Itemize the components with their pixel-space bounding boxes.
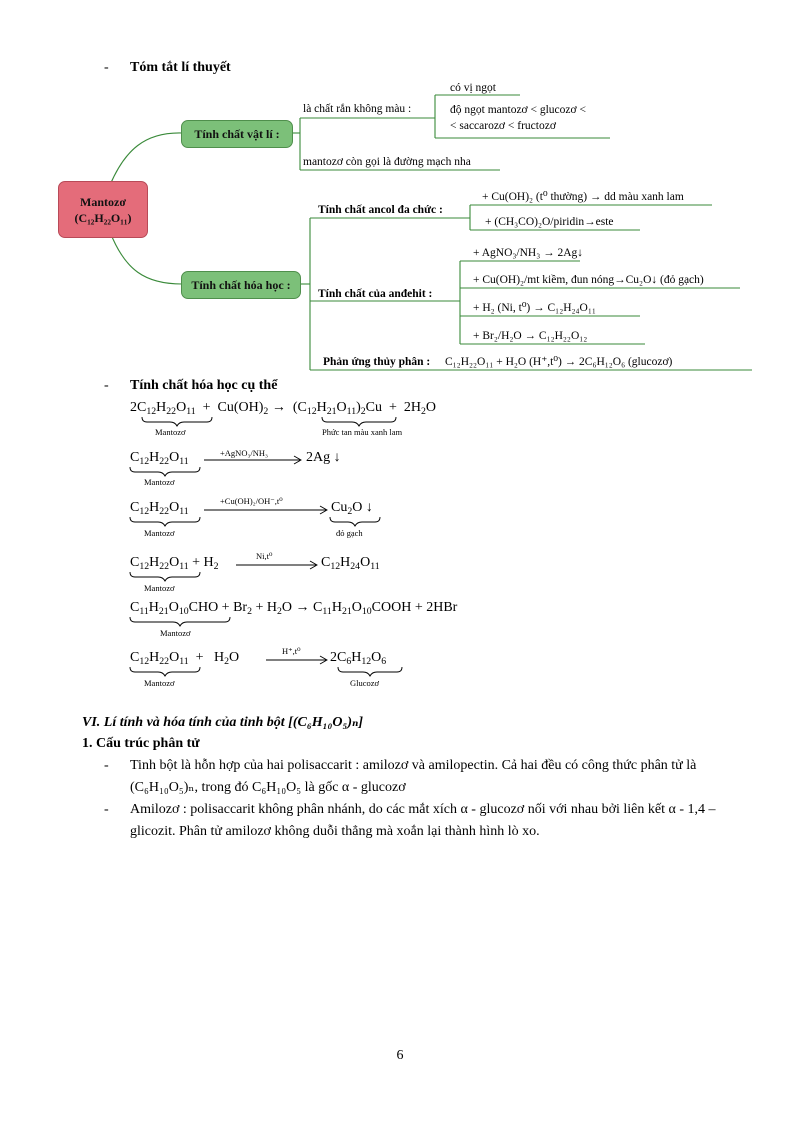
sweetness-compare-2: < saccarozơ < fructozơ	[450, 120, 556, 132]
brace-label: Mantozơ	[160, 628, 191, 638]
equation-4: $C_{12}H_{22}O_{11} + H_2$	[130, 555, 219, 572]
arrow-condition: H⁺,t⁰	[282, 646, 301, 656]
page-number: 6	[396, 1048, 404, 1063]
equation-1: $2C_{12}H_{22}O_{11} + Cu(OH)_2 \to (C_{12}H_{21}O_{11})_2Cu + 2H_2O$	[130, 400, 437, 417]
specific-heading: Tính chất hóa học cụ thể	[130, 378, 278, 393]
alcohol-property-label: Tính chất ancol đa chức :	[318, 204, 443, 216]
brace-label: đỏ gạch	[336, 528, 363, 538]
hydrolysis-label: Phản ứng thủy phân :	[323, 356, 431, 368]
solid-colorless-label: là chất rắn không màu :	[303, 103, 412, 115]
section-heading: VI. Lí tính và hóa tính của tinh bột [(C₆H₁₀O₅)ₙ]	[82, 715, 364, 730]
arrow-condition: +AgNO₃/NH₃	[220, 448, 269, 458]
brace-label: Mantozơ	[144, 477, 175, 487]
bullet-dash: -	[104, 802, 109, 817]
aldehyde-reaction-3: + H₂ (Ni, t⁰) → C₁₂H₂₄O₁₁	[473, 302, 596, 314]
root-title: Mantozơ	[80, 194, 126, 209]
equation-5: $C_{11}H_{21}O_{10}CHO + Br_2 + H_2O$ → $C_{11}H_{21}O_{10}COOH + 2HBr$	[130, 600, 458, 617]
aldehyde-reaction-2: + Cu(OH)₂/mt kiềm, đun nóng→Cu₂O↓ (đỏ gạch)	[473, 274, 704, 286]
equation-2-product: 2Ag ↓	[306, 450, 341, 465]
aldehyde-property-label: Tính chất của anđehit :	[318, 288, 433, 300]
brace-label: Mantozơ	[144, 528, 175, 538]
sweetness-compare-1: độ ngọt mantozơ < glucozơ <	[450, 104, 586, 116]
equation-4-product: $C_{12}H_{24}O_{11}$	[321, 555, 380, 572]
arrow-condition: Ni,t⁰	[256, 551, 273, 561]
bullet-dash: -	[104, 378, 109, 393]
chemical-properties-node: Tính chất hóa học :	[181, 271, 301, 299]
paragraph-2: Amilozơ : polisaccarit không phân nhánh, do các mắt xích α - glucozơ nối với nhau bởi liên kết α - 1,4 – glicozit. Phân tử amilozơ không duỗi thẳng mà xoắn lại thành hình lò xo.	[130, 802, 716, 839]
summary-heading: Tóm tắt lí thuyết	[130, 60, 231, 75]
equation-6: $C_{12}H_{22}O_{11} + H_2O$	[130, 650, 240, 667]
aldehyde-reaction-1: + AgNO₃/NH₃ → 2Ag↓	[473, 247, 584, 259]
equation-3-product: $Cu_2O$ ↓	[331, 500, 373, 517]
bullet-dash: -	[104, 60, 109, 75]
sweet-taste-label: có vị ngọt	[450, 82, 496, 94]
equation-2: $C_{12}H_{22}O_{11}$	[130, 450, 189, 467]
malt-sugar-label: mantozơ còn gọi là đường mạch nha	[303, 156, 471, 168]
hydrolysis-equation: C₁₂H₂₂O₁₁ + H₂O (H⁺,t⁰) → 2C₆H₁₂O₆ (glucozơ)	[445, 356, 673, 368]
subsection-heading: 1. Cấu trúc phân tử	[82, 736, 200, 751]
brace-label: Glucozơ	[350, 678, 380, 688]
aldehyde-reaction-4: + Br₂/H₂O → C₁₂H₂₂O₁₂	[473, 330, 588, 342]
brace-label: Mantozơ	[144, 678, 175, 688]
brace-label: Phức tan màu xanh lam	[322, 427, 403, 437]
brace-label: Mantozơ	[155, 427, 186, 437]
arrow-condition: +Cu(OH)₂/OH⁻,t⁰	[220, 496, 283, 506]
root-formula: (C₁₂H₂₂O₁₁)	[74, 210, 132, 225]
alcohol-reaction-2: + (CH₃CO)₂O/piridin→este	[485, 216, 614, 228]
alcohol-reaction-1: + Cu(OH)₂ (t⁰ thường) → dd màu xanh lam	[482, 191, 684, 203]
physical-properties-node: Tính chất vật lí :	[181, 120, 293, 148]
brace-label: Mantozơ	[144, 583, 175, 593]
bullet-dash: -	[104, 758, 109, 773]
paragraph-1: Tinh bột là hỗn hợp của hai polisaccarit : amilozơ và amilopectin. Cả hai đều có công thức phân tử là (C₆H₁₀O₅)ₙ, trong đó C₆H₁₀O₅ là gốc α - glucozơ	[130, 758, 697, 795]
equation-3: $C_{12}H_{22}O_{11}$	[130, 500, 189, 517]
equation-6-product: $2C_6H_{12}O_6$	[330, 650, 387, 667]
